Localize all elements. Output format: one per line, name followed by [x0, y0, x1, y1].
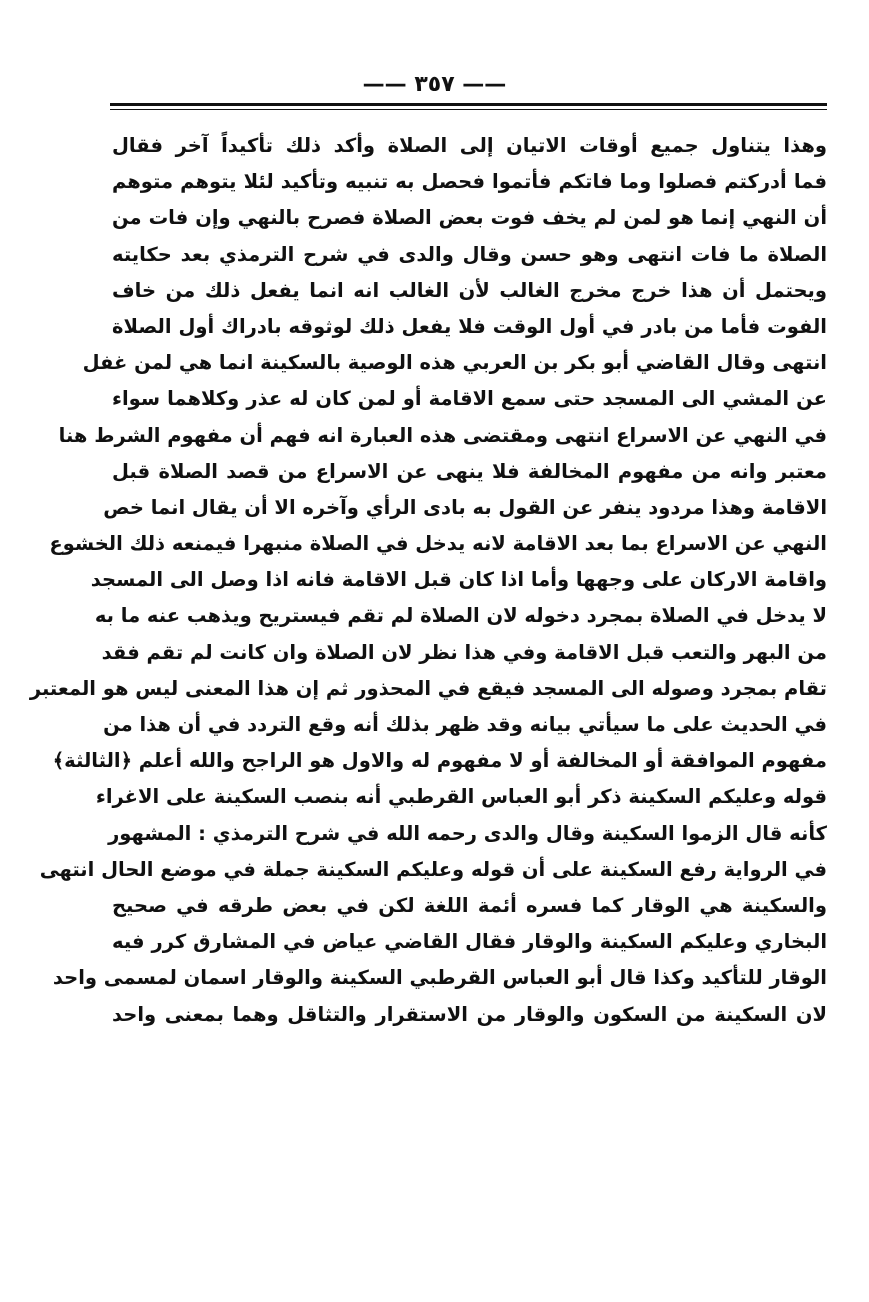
text-line: تقام بمجرد وصوله الى المسجد فيقع في المحذور ثم إن هذا المعنى ليس هو المعتبر [29, 676, 827, 700]
text-line: وهذا يتناول جميع أوقات الاتيان إلى الصلاة وأكد ذلك تأكيداً آخر فقال [112, 134, 827, 157]
text-line: من البهر والتعب قبل الاقامة وفي هذا نظر لان الصلاة وان كانت لم تقم فقد [101, 640, 827, 664]
text-line: في الرواية رفع السكينة على أن قوله وعليكم السكينة جملة في موضع الحال انتهى [39, 857, 827, 881]
text-line: فما أدركتم فصلوا وما فاتكم فأتموا فحصل به تنبيه وتأكيد لئلا يتوهم متوهم [112, 170, 827, 194]
text-line: الاقامة وهذا مردود ينفر عن القول به بادى الرأي وآخره الا أن يقال انما خص [103, 495, 827, 519]
header-rule-thin [110, 109, 827, 110]
text-line: معتبر وانه من مفهوم المخالفة فلا ينهى عن الاسراع من قصد الصلاة قبل [112, 459, 827, 483]
text-line: انتهى وقال القاضي أبو بكر بن العربي هذه الوصية بالسكينة انما هي لمن غفل [82, 351, 827, 375]
text-line: الفوت فأما من بادر في أول الوقت فلا يفعل ذلك لوثوقه بادراك أول الصلاة [112, 314, 827, 338]
page-number: —— ٣٥٧ —— [362, 72, 507, 97]
text-line: عن المشي الى المسجد حتى سمع الاقامة أو لمن كان له عذر وكلاهما سواء [112, 387, 827, 411]
text-line: واقامة الاركان على وجهها وأما اذا كان قبل الاقامة فانه اذا وصل الى المسجد [90, 568, 827, 592]
text-line: الوقار للتأكيد وكذا قال أبو العباس القرطبي السكينة والوقار اسمان لمسمى واحد [52, 966, 827, 990]
body-text [29, 128, 827, 1033]
text-line: الصلاة ما فات انتهى وهو حسن وقال والدى في شرح الترمذي بعد حكايته [112, 242, 827, 266]
text-line: كأنه قال الزموا السكينة وقال والدى رحمه الله في شرح الترمذي : المشهور [108, 821, 827, 845]
text-line: في النهي عن الاسراع انتهى ومقتضى هذه العبارة انه فهم أن مفهوم الشرط هنا [58, 423, 827, 447]
header-rule-thick [110, 103, 827, 106]
text-line: في الحديث على ما سيأتي بيانه وقد ظهر بذلك أنه وقع التردد في أن هذا من [103, 713, 827, 736]
text-line: ويحتمل أن هذا خرج مخرج الغالب لأن الغالب انه انما يفعل ذلك من خاف [112, 278, 827, 302]
text-line: النهي عن الاسراع بما بعد الاقامة لانه يدخل في الصلاة منبهرا فيمنعه ذلك الخشوع [49, 532, 827, 556]
text-line: مفهوم الموافقة أو المخالفة أو لا مفهوم له والاول هو الراجح والله أعلم ﴿الثالثة﴾ [52, 749, 827, 773]
text-line: أن النهي إنما هو لمن لم يخف فوت بعض الصلاة فصرح بالنهي وإن فات من [112, 206, 827, 230]
text-line: قوله وعليكم السكينة ذكر أبو العباس القرطبي أنه بنصب السكينة على الاغراء [95, 785, 827, 809]
text-line: والسكينة هي الوقار كما فسره أئمة اللغة لكن في بعض طرقه في صحيح [112, 893, 827, 917]
text-line: لا يدخل في الصلاة بمجرد دخوله لان الصلاة لم تقم فيستريح ويذهب عنه ما به [94, 604, 827, 628]
text-line: البخاري وعليكم السكينة والوقار فقال القاضي عياض في المشارق كرر فيه [112, 930, 827, 954]
text-line: لان السكينة من السكون والوقار من الاستقرار والتثاقل وهما بمعنى واحد [112, 1002, 827, 1026]
